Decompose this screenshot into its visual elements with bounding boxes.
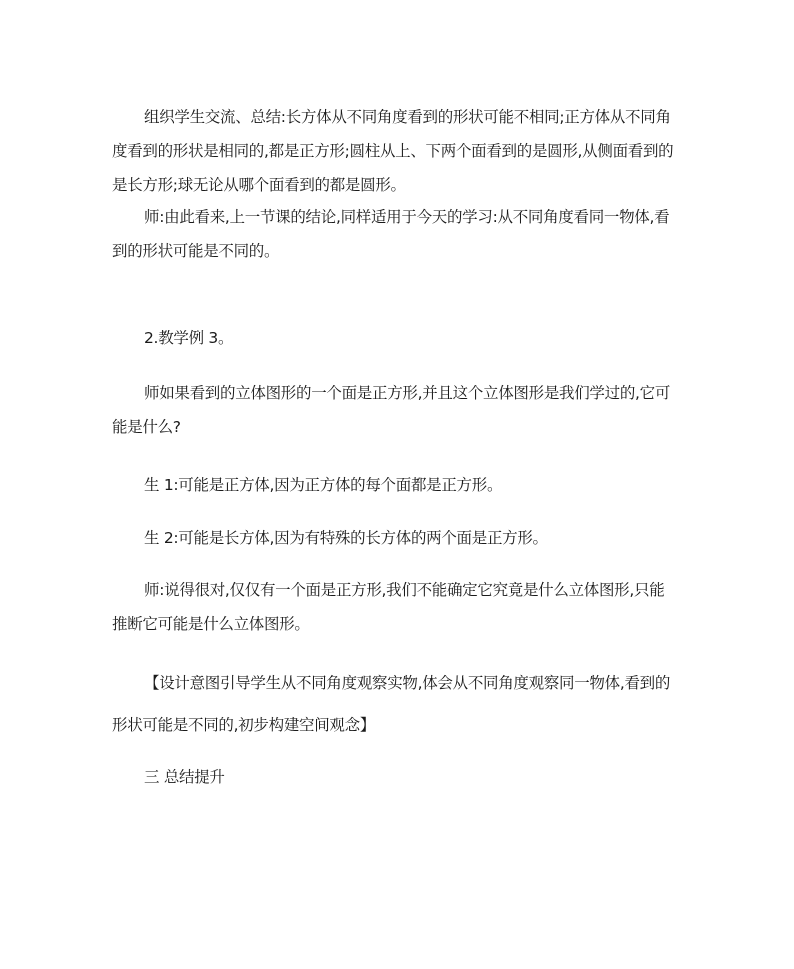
text-line: 师如果看到的立体图形的一个面是正方形,并且这个立体图形是我们学过的,它可 [144, 384, 671, 402]
paragraph-teacher-response [112, 573, 687, 641]
paragraph-teacher-question [112, 376, 687, 444]
text-line: 2.教学例 3。 [144, 329, 234, 347]
section-heading-summary [112, 760, 687, 794]
paragraph-summary [112, 100, 687, 202]
text-line: 三 总结提升 [144, 768, 225, 786]
text-line: 推断它可能是什么立体图形。 [112, 615, 310, 633]
text-line: 生 1:可能是正方体,因为正方体的每个面都是正方形。 [144, 476, 503, 494]
text-line: 师:说得很对,仅仅有一个面是正方形,我们不能确定它究竟是什么立体图形,只能 [144, 581, 665, 599]
text-line: 生 2:可能是长方体,因为有特殊的长方体的两个面是正方形。 [144, 529, 548, 547]
text-line: 能是什么? [112, 418, 181, 436]
text-line: 度看到的形状是相同的,都是正方形;圆柱从上、下两个面看到的是圆形,从侧面看到的 [112, 142, 674, 160]
paragraph-design-intent [112, 666, 687, 742]
text-line: 到的形状可能是不同的。 [112, 242, 280, 260]
text-line: 组织学生交流、总结:长方体从不同角度看到的形状可能不相同;正方体从不同角 [144, 108, 671, 126]
text-line: 师:由此看来,上一节课的结论,同样适用于今天的学习:从不同角度看同一物体,看 [144, 208, 670, 226]
text-line: 【设计意图引导学生从不同角度观察实物,体会从不同角度观察同一物体,看到的 [144, 674, 671, 692]
paragraph-teacher-conclusion [112, 200, 687, 268]
paragraph-example-heading [112, 321, 687, 355]
paragraph-student-2 [112, 521, 687, 555]
paragraph-student-1 [112, 468, 687, 502]
text-line: 形状可能是不同的,初步构建空间观念】 [112, 716, 376, 734]
text-line: 是长方形;球无论从哪个面看到的都是圆形。 [112, 176, 406, 194]
